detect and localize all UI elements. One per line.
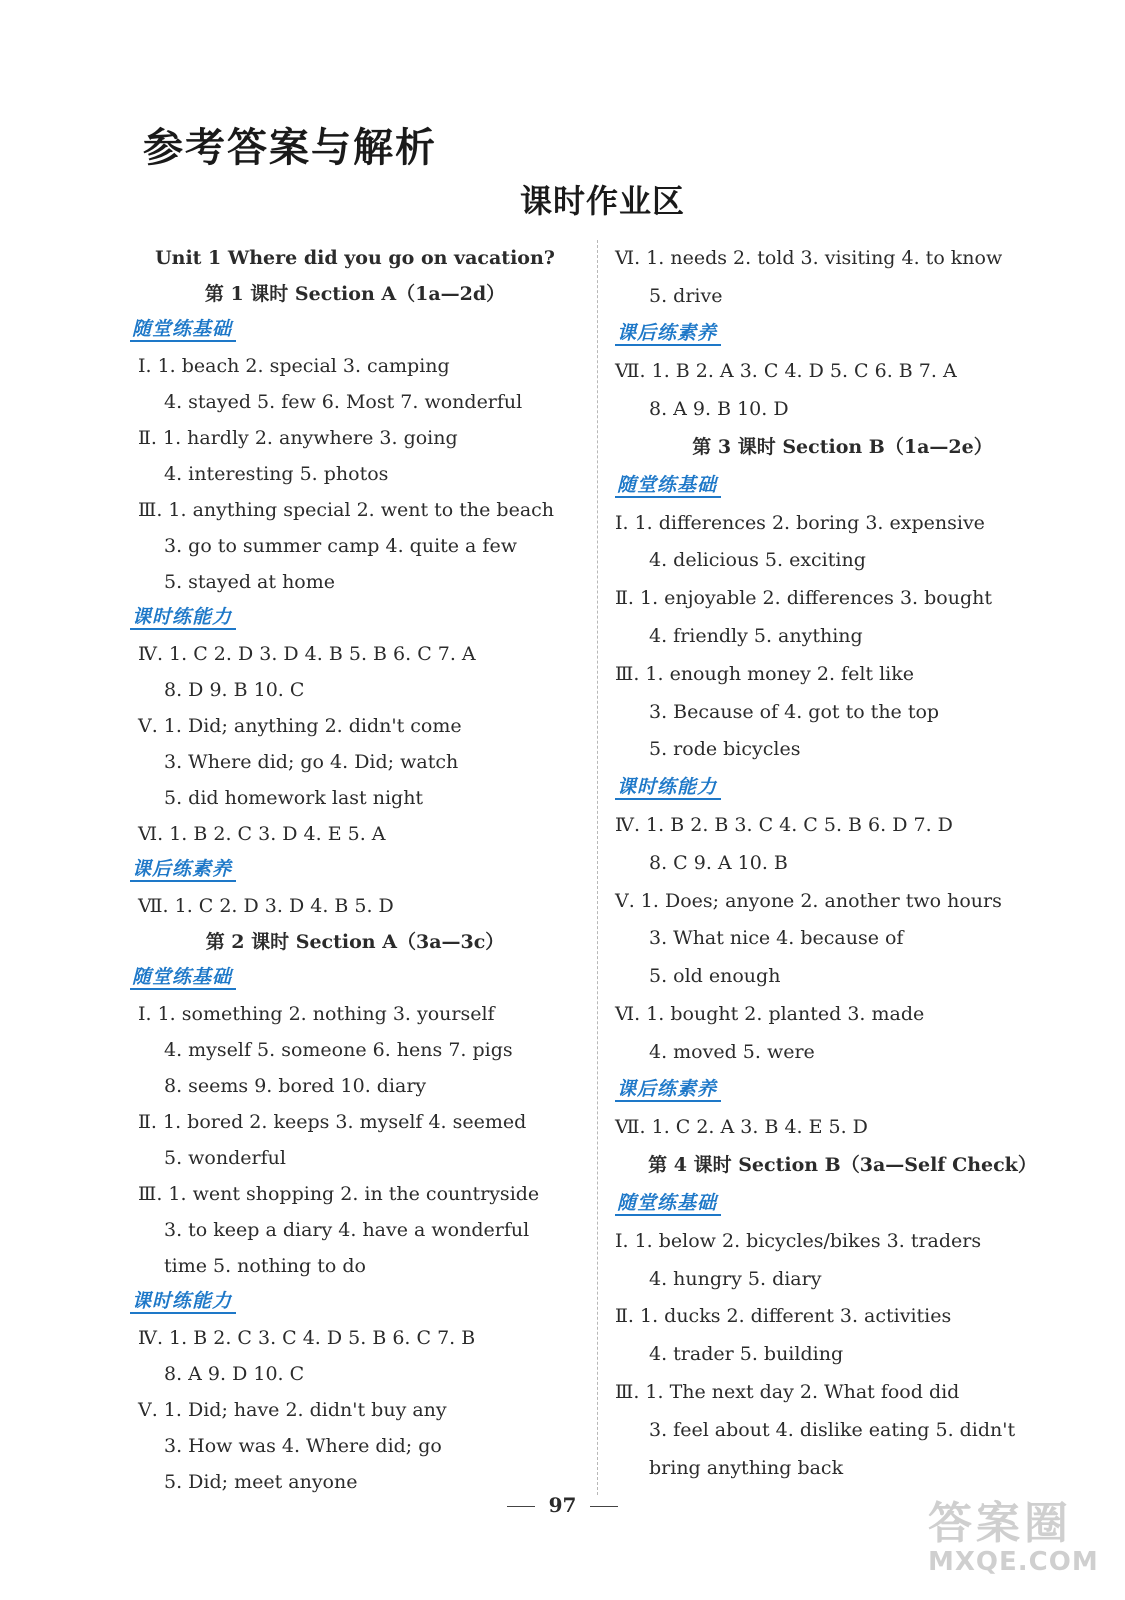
lesson-header: 第 2 课时 Section A（3a—3c）	[205, 931, 505, 953]
practice-section-row	[615, 769, 1070, 807]
practice-section-row	[130, 312, 580, 348]
answer-line: Ⅴ. 1. Does; anyone 2. another two hours	[615, 889, 1002, 912]
answer-line: 4. delicious 5. exciting	[649, 549, 866, 572]
answer-line: Ⅳ. 1. C 2. D 3. D 4. B 5. B 6. C 7. A	[138, 643, 476, 665]
column-divider	[597, 240, 598, 1495]
answer-line: 5. Did; meet anyone	[164, 1471, 358, 1493]
answer-line: Ⅳ. 1. B 2. B 3. C 4. C 5. B 6. D 7. D	[615, 813, 953, 836]
watermark-logo	[928, 1487, 1098, 1593]
answer-line: 4. myself 5. someone 6. hens 7. pigs	[164, 1039, 513, 1061]
answer-line: Ⅶ. 1. B 2. A 3. C 4. D 5. C 6. B 7. A	[615, 360, 957, 383]
practice-section-label: 课后练素养	[615, 1078, 721, 1102]
answer-line: 3. What nice 4. because of	[649, 927, 904, 950]
answer-line: 8. A 9. D 10. C	[164, 1363, 305, 1385]
practice-section-label: 随堂练基础	[615, 1192, 721, 1216]
practice-section-label: 随堂练基础	[130, 318, 236, 342]
practice-section-row	[130, 852, 580, 888]
answer-line: 3. Where did; go 4. Did; watch	[164, 751, 459, 773]
answer-line: 5. wonderful	[164, 1147, 286, 1169]
lesson-header: 第 1 课时 Section A（1a—2d）	[204, 283, 506, 305]
practice-section-row	[615, 1072, 1070, 1110]
watermark-url: MXQE.COM	[928, 1547, 1099, 1577]
answer-line: Ⅰ. 1. below 2. bicycles/bikes 3. traders	[615, 1229, 982, 1252]
answer-line: time 5. nothing to do	[164, 1255, 366, 1277]
answer-line: 3. feel about 4. dislike eating 5. didn't	[649, 1418, 1016, 1441]
practice-section-label: 课时练能力	[615, 776, 721, 800]
answer-line: 8. seems 9. bored 10. diary	[164, 1075, 427, 1097]
practice-section-label: 课后练素养	[130, 858, 236, 882]
lesson-header: Unit 1 Where did you go on vacation?	[155, 247, 555, 269]
answer-line: Ⅶ. 1. C 2. D 3. D 4. B 5. D	[138, 895, 394, 917]
answer-line: Ⅰ. 1. something 2. nothing 3. yourself	[138, 1003, 495, 1025]
practice-section-row	[615, 1185, 1070, 1223]
answer-line: Ⅵ. 1. bought 2. planted 3. made	[615, 1002, 925, 1025]
answer-line: Ⅱ. 1. bored 2. keeps 3. myself 4. seemed	[138, 1111, 527, 1133]
page-number: 97	[548, 1493, 577, 1517]
answer-line: Ⅲ. 1. went shopping 2. in the countryside	[138, 1183, 540, 1205]
footer-dash-left	[507, 1506, 535, 1507]
answer-line: 5. old enough	[649, 965, 781, 988]
answer-line: 5. stayed at home	[164, 571, 335, 593]
page-title: 参考答案与解析	[143, 125, 437, 171]
answer-line: 5. did homework last night	[164, 787, 424, 809]
answer-line: 4. hungry 5. diary	[649, 1267, 822, 1290]
answer-line: Ⅶ. 1. C 2. A 3. B 4. E 5. D	[615, 1116, 868, 1139]
answer-line: Ⅰ. 1. beach 2. special 3. camping	[138, 355, 450, 377]
answer-line: Ⅵ. 1. B 2. C 3. D 4. E 5. A	[138, 823, 386, 845]
practice-section-row	[615, 316, 1070, 354]
section-title: 课时作业区	[519, 182, 685, 220]
practice-section-label: 随堂练基础	[615, 474, 721, 498]
practice-section-row	[615, 467, 1070, 505]
answer-line: Ⅱ. 1. enjoyable 2. differences 3. bought	[615, 587, 992, 610]
answer-line: Ⅲ. 1. enough money 2. felt like	[615, 662, 914, 685]
answer-line: Ⅴ. 1. Did; anything 2. didn't come	[138, 715, 462, 737]
answer-line: 5. rode bicycles	[649, 738, 801, 761]
answer-line: 4. stayed 5. few 6. Most 7. wonderful	[164, 391, 523, 413]
practice-section-label: 课时练能力	[130, 606, 236, 630]
lesson-header: 第 3 课时 Section B（1a—2e）	[692, 435, 993, 458]
answer-line: 4. interesting 5. photos	[164, 463, 389, 485]
answer-line: Ⅱ. 1. hardly 2. anywhere 3. going	[138, 427, 458, 449]
left-answer-column	[130, 240, 580, 1500]
footer-dash-right	[590, 1506, 618, 1507]
practice-section-row	[130, 600, 580, 636]
right-answer-column	[615, 240, 1070, 1487]
answer-line: Ⅵ. 1. needs 2. told 3. visiting 4. to know	[615, 247, 1003, 269]
practice-section-row	[130, 1284, 580, 1320]
answer-line: 8. A 9. B 10. D	[649, 398, 789, 421]
answer-line: bring anything back	[649, 1456, 844, 1479]
practice-section-row	[130, 960, 580, 996]
practice-section-label: 课时练能力	[130, 1290, 236, 1314]
practice-section-label: 课后练素养	[615, 322, 721, 346]
answer-line: 8. D 9. B 10. C	[164, 679, 305, 701]
answer-line: 4. friendly 5. anything	[649, 624, 863, 647]
answer-line: Ⅲ. 1. anything special 2. went to the beach	[138, 499, 555, 521]
practice-section-label: 随堂练基础	[130, 966, 236, 990]
answer-line: Ⅲ. 1. The next day 2. What food did	[615, 1380, 960, 1403]
answer-line: 3. go to summer camp 4. quite a few	[164, 535, 517, 557]
watermark-text: 答案圈	[928, 1498, 1072, 1549]
answer-line: 4. trader 5. building	[649, 1343, 844, 1366]
answer-line: Ⅴ. 1. Did; have 2. didn't buy any	[138, 1399, 447, 1421]
answer-line: Ⅰ. 1. differences 2. boring 3. expensive	[615, 511, 985, 534]
answer-line: 8. C 9. A 10. B	[649, 851, 788, 874]
answer-line: 3. to keep a diary 4. have a wonderful	[164, 1219, 530, 1241]
lesson-header: 第 4 课时 Section B（3a—Self Check）	[648, 1154, 1037, 1177]
answer-line: 4. moved 5. were	[649, 1040, 815, 1063]
answer-line: 3. How was 4. Where did; go	[164, 1435, 442, 1457]
answer-line: Ⅱ. 1. ducks 2. different 3. activities	[615, 1305, 952, 1328]
answer-line: Ⅳ. 1. B 2. C 3. C 4. D 5. B 6. C 7. B	[138, 1327, 476, 1349]
answer-line: 5. drive	[649, 284, 723, 307]
answer-line: 3. Because of 4. got to the top	[649, 700, 940, 723]
